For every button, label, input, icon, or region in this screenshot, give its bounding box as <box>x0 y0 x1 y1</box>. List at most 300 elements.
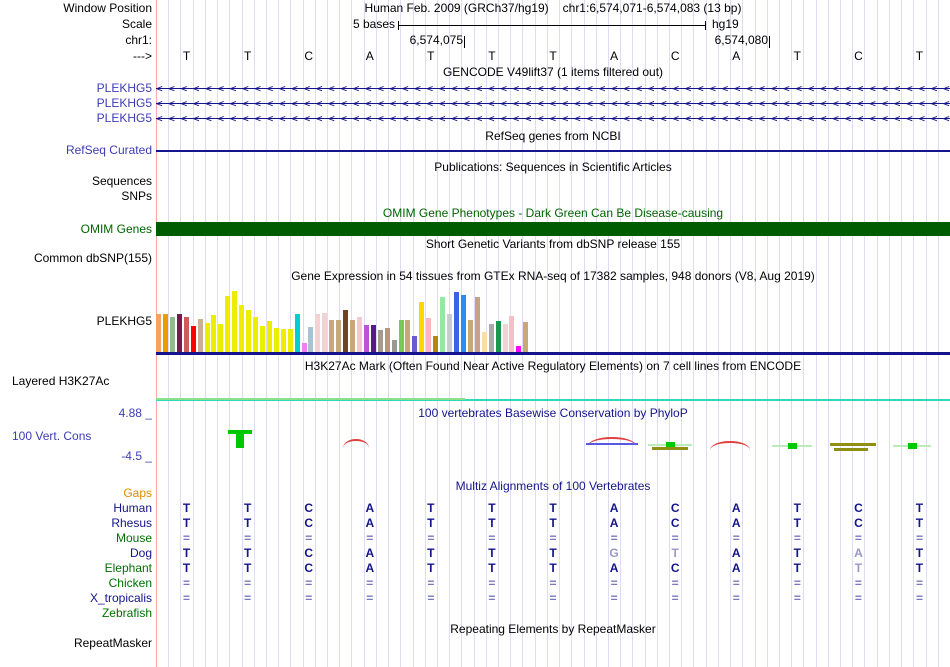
multiz-base-cell <box>339 577 400 590</box>
scale-ruler <box>398 25 705 26</box>
track-title-publications[interactable]: Publications: Sequences in Scientific Articles <box>434 160 672 174</box>
gtex-tissue-bar <box>440 297 445 352</box>
aligned-base-mismatch: T <box>671 546 679 560</box>
base-row <box>156 50 950 63</box>
left-arrow-glyph: < <box>365 112 372 125</box>
left-arrow-glyph: < <box>328 112 335 125</box>
left-arrow-glyph: < <box>278 97 286 110</box>
multiz-base-cell <box>828 502 889 515</box>
aligned-base-mismatch: G <box>609 546 619 560</box>
base-letter: A <box>365 49 374 63</box>
alignment-gap-glyph: = <box>732 576 740 590</box>
strand-arrows <box>156 112 950 125</box>
gtex-tissue-bar <box>211 315 216 352</box>
range-title: chr1:6,574,071-6,574,083 (13 bp) <box>562 1 742 15</box>
left-arrow-glyph: < <box>672 112 680 125</box>
multiz-base-cell <box>645 532 706 545</box>
left-arrow-glyph: < <box>746 112 753 125</box>
left-arrow-glyph: < <box>660 82 667 95</box>
base-letter: A <box>732 49 741 63</box>
gtex-tissue-bar <box>177 314 182 352</box>
left-arrow-glyph: < <box>610 82 618 95</box>
gtex-tissue-bar <box>288 329 293 352</box>
alignment-gap-glyph: = <box>854 576 862 590</box>
multiz-base-cell <box>339 532 400 545</box>
aligned-base: T <box>427 561 435 575</box>
left-arrow-glyph: < <box>906 112 913 125</box>
left-arrow-glyph: < <box>512 82 520 95</box>
left-arrow-glyph: < <box>561 82 569 95</box>
left-arrow-glyph: < <box>426 97 434 110</box>
multiz-base-cell <box>706 532 767 545</box>
left-arrow-glyph: < <box>623 82 630 95</box>
scale-ruler-tick-left <box>398 21 399 30</box>
aligned-base: A <box>365 561 375 575</box>
left-arrow-glyph: < <box>217 82 225 95</box>
left-arrow-glyph: < <box>893 112 901 125</box>
aligned-base: T <box>427 501 435 515</box>
multiz-base-cell <box>278 532 339 545</box>
left-arrow-glyph: < <box>414 112 421 125</box>
aligned-base: T <box>793 546 801 560</box>
left-arrow-glyph: < <box>524 82 532 95</box>
left-arrow-glyph: < <box>561 112 569 125</box>
left-arrow-glyph: < <box>217 112 225 125</box>
base-letter: T <box>243 49 252 63</box>
track-label-gtex-gene[interactable]: PLEKHG5 <box>96 315 152 328</box>
refseq-gene-line[interactable] <box>156 150 950 152</box>
left-arrow-glyph: < <box>647 82 655 95</box>
left-arrow-glyph: < <box>266 112 274 125</box>
aligned-base: T <box>488 501 496 515</box>
left-arrow-glyph: < <box>906 82 913 95</box>
left-arrow-glyph: < <box>463 97 471 110</box>
base-letter: T <box>182 49 191 63</box>
gtex-tissue-bar <box>454 292 459 352</box>
multiz-base-cell <box>584 502 645 515</box>
multiz-base-cell <box>584 547 645 560</box>
left-arrow-glyph: < <box>930 97 938 110</box>
aligned-base: T <box>549 561 557 575</box>
scale-label: Scale <box>121 18 152 31</box>
left-arrow-glyph: < <box>303 112 311 125</box>
multiz-base-cell <box>156 577 217 590</box>
multiz-base-cell <box>584 562 645 575</box>
gene-label-plekhg5[interactable]: PLEKHG5 <box>96 112 152 125</box>
base-letter: T <box>915 49 924 63</box>
aligned-base: C <box>304 516 314 530</box>
gtex-tissue-bar <box>198 319 203 352</box>
left-arrow-glyph: < <box>340 97 348 110</box>
multiz-base-cell <box>767 547 828 560</box>
aligned-base: C <box>304 501 314 515</box>
gtex-tissue-bar <box>260 326 265 352</box>
aligned-base: A <box>731 516 741 530</box>
multiz-base-cell <box>645 517 706 530</box>
gtex-tissue-bar <box>357 317 362 352</box>
multiz-base-cell <box>706 592 767 605</box>
left-arrow-glyph: < <box>315 112 323 125</box>
left-arrow-glyph: < <box>856 82 864 95</box>
left-arrow-glyph: < <box>943 82 950 95</box>
h3k27ac-signal-overlay <box>156 398 465 400</box>
track-label-cons[interactable]: 100 Vert. Cons <box>12 429 92 443</box>
multiz-species-label-zebrafish[interactable]: Zebrafish <box>101 607 152 620</box>
multiz-alignment-row-x_tropicalis <box>156 592 950 605</box>
track-title-dbsnp[interactable]: Short Genetic Variants from dbSNP release 155 <box>425 237 681 251</box>
coordinate-left-tick <box>464 36 465 48</box>
left-arrow-glyph: < <box>438 112 446 125</box>
gtex-tissue-bar <box>205 323 210 352</box>
left-arrow-glyph: < <box>881 97 889 110</box>
gtex-tissue-bar <box>295 314 300 352</box>
left-arrow-glyph: < <box>672 97 680 110</box>
multiz-base-cell <box>217 562 278 575</box>
left-arrow-glyph: < <box>832 97 839 110</box>
multiz-base-cell <box>522 592 583 605</box>
cons-min-value: -4.5 _ <box>121 450 152 463</box>
scale-value: 5 bases <box>352 17 395 31</box>
left-arrow-glyph: < <box>746 82 753 95</box>
alignment-gap-glyph: = <box>793 591 801 605</box>
multiz-species-label-dog[interactable]: Dog <box>129 547 152 560</box>
aligned-base: A <box>731 501 741 515</box>
cons-max-value: 4.88 _ <box>118 407 152 420</box>
left-arrow-glyph: < <box>328 82 335 95</box>
left-arrow-glyph: < <box>537 112 544 125</box>
gtex-tissue-bar <box>302 343 307 352</box>
aligned-base: T <box>488 561 496 575</box>
gtex-tissue-bar <box>218 324 223 352</box>
gtex-tissue-bar <box>489 324 494 352</box>
left-arrow-glyph: < <box>488 82 495 95</box>
left-arrow-glyph: < <box>721 97 729 110</box>
window-position-label: Window Position <box>63 2 152 15</box>
gene-transcript-row[interactable] <box>156 82 950 95</box>
aligned-base: C <box>304 546 314 560</box>
aligned-base: T <box>243 516 252 530</box>
left-arrow-glyph: < <box>783 97 790 110</box>
multiz-base-cell <box>584 532 645 545</box>
alignment-gap-glyph: = <box>671 591 679 605</box>
alignment-gap-glyph: = <box>305 531 313 545</box>
left-arrow-glyph: < <box>192 82 200 95</box>
gtex-tissue-bar <box>308 327 313 352</box>
left-arrow-glyph: < <box>807 82 815 95</box>
left-arrow-glyph: < <box>758 97 766 110</box>
left-arrow-glyph: < <box>770 82 778 95</box>
track-title-h3k27ac[interactable]: H3K27Ac Mark (Often Found Near Active Regulatory Elements) on 7 cell lines from ENCODE <box>304 359 802 373</box>
track-title-repeatmasker[interactable]: Repeating Elements by RepeatMasker <box>450 622 656 636</box>
alignment-gap-glyph: = <box>427 531 435 545</box>
track-label-refseq-curated[interactable]: RefSeq Curated <box>65 144 152 157</box>
cons-negative-arc <box>343 439 369 448</box>
left-arrow-glyph: < <box>807 112 815 125</box>
gtex-tissue-bar <box>170 317 175 352</box>
left-arrow-glyph: < <box>918 112 926 125</box>
left-arrow-glyph: < <box>795 97 803 110</box>
left-arrow-glyph: < <box>856 97 864 110</box>
track-label-sequences[interactable]: Sequences <box>91 175 152 188</box>
alignment-gap-glyph: = <box>793 576 801 590</box>
multiz-base-cell <box>156 502 217 515</box>
left-arrow-glyph: < <box>795 82 803 95</box>
multiz-base-cell <box>706 517 767 530</box>
multiz-base-cell <box>400 562 461 575</box>
track-label-h3k27ac[interactable]: Layered H3K27Ac <box>12 374 110 388</box>
left-arrow-glyph: < <box>807 97 815 110</box>
left-arrow-glyph: < <box>328 97 335 110</box>
left-arrow-glyph: < <box>721 82 729 95</box>
left-arrow-glyph: < <box>709 82 716 95</box>
multiz-base-cell <box>889 547 950 560</box>
aligned-base: T <box>427 516 435 530</box>
gtex-tissue-bar <box>385 328 390 352</box>
gene-transcript-row[interactable] <box>156 97 950 110</box>
gtex-tissue-bar <box>184 317 189 352</box>
gtex-tissue-bar <box>343 310 348 352</box>
alignment-gap-glyph: = <box>183 531 191 545</box>
alignment-gap-glyph: = <box>488 591 496 605</box>
left-arrow-glyph: < <box>647 112 655 125</box>
multiz-base-cell <box>645 577 706 590</box>
track-title-phylop[interactable]: 100 vertebrates Basewise Conservation by PhyloP <box>418 406 688 420</box>
track-title-gencode[interactable]: GENCODE V49lift37 (1 items filtered out) <box>442 65 664 79</box>
cons-negative-arc <box>710 441 750 450</box>
multiz-base-cell <box>522 532 583 545</box>
multiz-base-cell <box>889 562 950 575</box>
multiz-base-cell <box>522 517 583 530</box>
track-title-gtex[interactable]: Gene Expression in 54 tissues from GTEx RNA-seq of 17382 samples, 948 donors (V8, Aug 2019) <box>291 269 815 283</box>
base-letter: T <box>427 49 435 63</box>
left-arrow-glyph: < <box>512 112 520 125</box>
multiz-base-cell <box>400 577 461 590</box>
left-arrow-glyph: < <box>414 82 421 95</box>
track-label-snps[interactable]: SNPs <box>121 190 152 203</box>
left-arrow-glyph: < <box>426 112 434 125</box>
base-letter: T <box>488 49 496 63</box>
strand-arrows <box>156 82 950 95</box>
track-label-dbsnp[interactable]: Common dbSNP(155) <box>33 252 152 265</box>
gtex-tissue-bar <box>468 320 473 352</box>
left-arrow-glyph: < <box>438 82 446 95</box>
alignment-gap-glyph: = <box>610 576 618 590</box>
left-arrow-glyph: < <box>893 97 901 110</box>
aligned-base-mismatch: T <box>854 561 863 575</box>
left-arrow-glyph: < <box>832 82 839 95</box>
aligned-base: T <box>549 546 557 560</box>
left-arrow-glyph: < <box>500 82 507 95</box>
aligned-base: T <box>243 501 252 515</box>
left-arrow-glyph: < <box>549 112 557 125</box>
alignment-gap-glyph: = <box>915 576 923 590</box>
left-arrow-glyph: < <box>451 97 458 110</box>
gtex-tissue-bar <box>267 321 272 352</box>
gtex-tissue-bar <box>322 313 327 352</box>
left-arrow-glyph: < <box>598 112 606 125</box>
multiz-base-cell <box>828 577 889 590</box>
left-arrow-glyph: < <box>574 112 581 125</box>
aligned-base: A <box>609 561 619 575</box>
multiz-species-label-gaps[interactable]: Gaps <box>123 487 152 500</box>
gene-transcript-row[interactable] <box>156 112 950 125</box>
left-arrow-glyph: < <box>783 112 790 125</box>
multiz-base-cell <box>828 517 889 530</box>
multiz-base-cell <box>278 577 339 590</box>
aligned-base: A <box>365 546 375 560</box>
alignment-gap-glyph: = <box>915 591 923 605</box>
aligned-base: T <box>793 561 801 575</box>
multiz-alignment-row-rhesus <box>156 517 950 530</box>
left-arrow-glyph: < <box>844 82 852 95</box>
aligned-base: T <box>793 501 801 515</box>
multiz-species-label-mouse[interactable]: Mouse <box>115 532 152 545</box>
track-label-omim[interactable]: OMIM Genes <box>80 223 152 236</box>
cons-green-mark <box>908 443 917 449</box>
base-letter: A <box>610 49 619 63</box>
base-letter: T <box>549 49 557 63</box>
alignment-gap-glyph: = <box>854 591 862 605</box>
gtex-tissue-bar <box>447 314 452 352</box>
multiz-species-label-x_tropicalis[interactable]: X_tropicalis <box>89 592 152 605</box>
left-arrow-glyph: < <box>524 112 532 125</box>
left-arrow-glyph: < <box>242 82 249 95</box>
multiz-base-cell <box>217 577 278 590</box>
multiz-base-cell <box>278 502 339 515</box>
gtex-tissue-bar <box>461 295 466 352</box>
left-arrow-glyph: < <box>586 97 594 110</box>
left-arrow-glyph: < <box>254 97 261 110</box>
left-arrow-glyph: < <box>856 112 864 125</box>
alignment-gap-glyph: = <box>549 591 557 605</box>
alignment-gap-glyph: = <box>183 591 191 605</box>
left-arrow-glyph: < <box>697 112 704 125</box>
left-arrow-glyph: < <box>820 97 827 110</box>
multiz-base-cell <box>889 502 950 515</box>
multiz-alignment-row-dog <box>156 547 950 560</box>
track-title-omim[interactable]: OMIM Gene Phenotypes - Dark Green Can Be Disease-causing <box>382 206 724 220</box>
coordinate-right-tick <box>769 36 770 48</box>
aligned-base: T <box>243 546 252 560</box>
multiz-species-label-elephant[interactable]: Elephant <box>104 562 152 575</box>
multiz-base-cell <box>217 547 278 560</box>
left-arrow-glyph: < <box>770 97 778 110</box>
left-arrow-glyph: < <box>291 112 298 125</box>
left-arrow-glyph: < <box>463 82 471 95</box>
position-title <box>156 2 950 15</box>
alignment-gap-glyph: = <box>244 531 252 545</box>
multiz-species-label-rhesus[interactable]: Rhesus <box>111 517 152 530</box>
cons-olive-mark <box>652 447 688 450</box>
aligned-base: C <box>854 516 863 530</box>
scale-ruler-tick-right <box>705 21 706 30</box>
gtex-tissue-bar <box>475 297 480 352</box>
gtex-tissue-bar <box>336 320 341 352</box>
multiz-species-label-human[interactable]: Human <box>113 502 152 515</box>
multiz-base-cell <box>461 532 522 545</box>
gene-label-plekhg5[interactable]: PLEKHG5 <box>96 97 152 110</box>
alignment-gap-glyph: = <box>244 591 252 605</box>
aligned-base: C <box>670 516 680 530</box>
multiz-base-cell <box>645 502 706 515</box>
left-arrow-glyph: < <box>623 97 630 110</box>
gtex-tissue-bar <box>503 324 508 352</box>
left-arrow-glyph: < <box>733 112 741 125</box>
left-arrow-glyph: < <box>229 82 237 95</box>
multiz-base-cell <box>889 592 950 605</box>
gtex-tissue-bar <box>163 314 168 352</box>
multiz-base-cell <box>156 532 217 545</box>
multiz-base-cell <box>522 562 583 575</box>
left-arrow-glyph: < <box>205 82 212 95</box>
track-title-refseq[interactable]: RefSeq genes from NCBI <box>485 129 621 143</box>
multiz-base-cell <box>156 592 217 605</box>
gtex-tissue-bar <box>246 310 251 352</box>
multiz-base-cell <box>278 547 339 560</box>
assembly-title: Human Feb. 2009 (GRCh37/hg19) <box>364 1 549 15</box>
track-label-repeatmasker[interactable]: RepeatMasker <box>73 637 152 650</box>
multiz-base-cell <box>400 547 461 560</box>
track-title-multiz[interactable]: Multiz Alignments of 100 Vertebrates <box>455 479 651 493</box>
left-arrow-glyph: < <box>451 82 458 95</box>
multiz-base-cell <box>706 547 767 560</box>
multiz-base-cell <box>461 547 522 560</box>
left-arrow-glyph: < <box>537 97 544 110</box>
left-arrow-glyph: < <box>524 97 532 110</box>
left-arrow-glyph: < <box>869 97 876 110</box>
cons-olive-mark <box>830 443 876 446</box>
cons-green-mark <box>788 443 797 449</box>
left-arrow-glyph: < <box>574 82 581 95</box>
gtex-tissue-bar <box>405 320 410 352</box>
left-arrow-glyph: < <box>156 112 163 125</box>
base-letter: C <box>304 49 314 63</box>
aligned-base: A <box>731 561 741 575</box>
aligned-base-mismatch: A <box>854 546 863 560</box>
coordinate-left: 6,574,075 <box>409 33 463 47</box>
left-arrow-glyph: < <box>672 82 680 95</box>
aligned-base: C <box>670 561 680 575</box>
left-arrow-glyph: < <box>758 82 766 95</box>
left-arrow-glyph: < <box>303 82 311 95</box>
left-arrow-glyph: < <box>352 112 360 125</box>
gene-label-plekhg5[interactable]: PLEKHG5 <box>96 82 152 95</box>
left-arrow-glyph: < <box>365 97 372 110</box>
aligned-base: T <box>915 516 924 530</box>
left-arrow-glyph: < <box>340 112 348 125</box>
left-arrow-glyph: < <box>549 97 557 110</box>
alignment-gap-glyph: = <box>915 531 923 545</box>
gtex-tissue-bar <box>315 314 320 352</box>
left-arrow-glyph: < <box>340 82 348 95</box>
omim-gene-bar[interactable] <box>156 222 950 236</box>
left-arrow-glyph: < <box>229 97 237 110</box>
left-arrow-glyph: < <box>574 97 581 110</box>
left-arrow-glyph: < <box>488 112 495 125</box>
left-arrow-glyph: < <box>820 82 827 95</box>
multiz-base-cell <box>889 517 950 530</box>
multiz-base-cell <box>767 577 828 590</box>
gtex-tissue-bar <box>232 291 237 352</box>
cons-olive-mark <box>834 448 868 451</box>
left-arrow-glyph: < <box>242 112 249 125</box>
left-arrow-glyph: < <box>291 82 298 95</box>
multiz-base-cell <box>461 562 522 575</box>
multiz-base-cell <box>217 592 278 605</box>
multiz-species-label-chicken[interactable]: Chicken <box>108 577 152 590</box>
left-arrow-glyph: < <box>303 97 311 110</box>
multiz-base-cell <box>522 577 583 590</box>
